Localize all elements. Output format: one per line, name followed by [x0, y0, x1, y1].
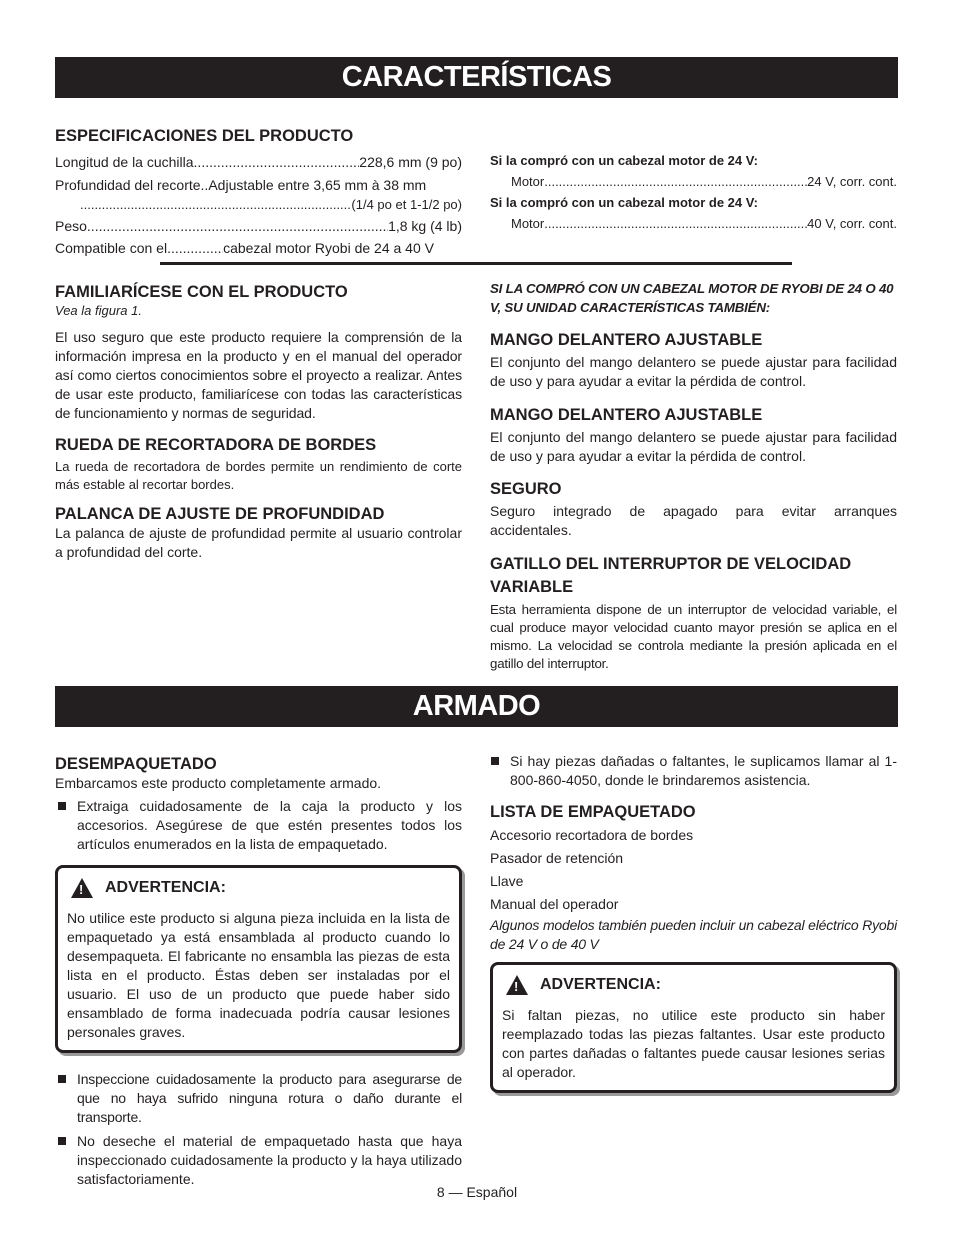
familiarice-text: El uso seguro que este producto requiere la comprensión de la información impresa en la producto y en el manual del operador así como ciertos conocimientos sobre el proyecto a realizar. Antes de usar este producto, familiarícese con todas las características de funcionamiento y normas de seguridad. [55, 329, 462, 421]
armado-right [490, 752, 897, 1093]
desempaquetado-heading: DESEMPAQUETADO [55, 755, 217, 773]
motor-heading-2: Si la compró con un cabezal motor de 24 V: [490, 195, 759, 210]
warning-icon: ! [506, 975, 528, 995]
bullet-inspeccione: Inspeccione cuidadosamente la producto para asegurarse de que no haya sufrido ninguna rotura o daño durante el transporte. [55, 1070, 462, 1127]
spec-peso: Peso ..... 1,8 kg (4 lb) [55, 216, 462, 237]
rueda-heading: RUEDA DE RECORTADORA DE BORDES [55, 436, 377, 454]
lista-item: Pasador de retención [490, 850, 624, 866]
warning-header-2: ! ADVERTENCIA: [502, 975, 885, 995]
spec-compatible: Compatible con el ..... cabezal motor Ryobi de 24 a 40 V [55, 238, 462, 259]
lista-item: Manual del operador [490, 896, 619, 912]
motor-heading-1: Si la compró con un cabezal motor de 24 V: [490, 153, 759, 168]
mango2-text: El conjunto del mango delantero se puede ajustar para facilidad de uso y para ayudar a evitar la pérdida de control. [490, 429, 897, 464]
spec-profundidad-2: ..... (1/4 po et 1-1/2 po) [55, 196, 462, 214]
bullet-square-icon [491, 757, 499, 765]
page-footer: 8 — Español [436, 1184, 518, 1200]
mango1-text: El conjunto del mango delantero se puede ajustar para facilidad de uso y para ayudar a evitar la pérdida de control. [490, 354, 897, 389]
bullet-no-deseche: No deseche el material de empaquetado hasta que haya inspeccionado cuidadosamente la producto y la haya utilizado satisfactoriamente. [55, 1132, 462, 1189]
bullet-piezas: Si hay piezas dañadas o faltantes, le suplicamos llamar al 1-800-860-4050, donde le brindaremos asistencia. [490, 752, 897, 790]
lista-item: Llave [490, 873, 524, 889]
seguro-heading: SEGURO [490, 480, 562, 498]
mango2-heading: MANGO DELANTERO AJUSTABLE [490, 406, 763, 424]
bullet-square-icon [58, 1075, 66, 1083]
warning-text-1: No utilice este producto si alguna pieza incluida en la lista de empaquetado ya está ensamblada al producto cuando lo desempaqueta. El fabricante no ensambla las piezas de esta lista en el producto. Éstas deben ser instaladas por el usuario. El uso de un producto que puede haber sido ensamblado de forma inadecuada podría causar lesiones personales graves. [67, 910, 450, 1040]
palanca-heading: PALANCA DE AJUSTE DE PROFUNDIDAD [55, 505, 385, 523]
specs-heading: ESPECIFICACIONES DEL PRODUCTO [55, 127, 354, 145]
seguro-text: Seguro integrado de apagado para evitar arranques accidentales. [490, 503, 897, 538]
warning-box-2 [490, 962, 897, 1093]
gatillo-heading: GATILLO DEL INTERRUPTOR DE VELOCIDAD VARIABLE [490, 555, 852, 596]
specs-section [55, 126, 462, 259]
motor-specs [490, 150, 897, 234]
features-left [55, 282, 462, 562]
bullet-extraiga: Extraiga cuidadosamente de la caja la producto y los accesorios. Asegúrese de que estén presentes todos los artículos enumerados en la lista de empaquetado. [55, 797, 462, 854]
armado-title: ARMADO [55, 686, 898, 727]
armado-left [55, 754, 462, 1189]
mango1-heading: MANGO DELANTERO AJUSTABLE [490, 331, 763, 349]
spec-longitud: Longitud de la cuchilla ..... 228,6 mm (9 po) [55, 152, 462, 173]
warning-text-2: Si faltan piezas, no utilice este producto sin haber reemplazado todas las piezas faltantes. Usar este producto con partes dañadas o faltantes puede causar lesiones serias al operador. [502, 1007, 885, 1080]
figure-ref: Vea la figura 1. [55, 303, 142, 318]
section-divider [160, 262, 792, 265]
bullet-square-icon [58, 802, 66, 810]
gatillo-text: Esta herramienta dispone de un interruptor de velocidad variable, el cual produce mayor velocidad cuanto mayor presión se aplica en el mismo. La velocidad se controla mediante la presión aplicada en el gatillo del interruptor. [490, 602, 897, 671]
lista-item: Accesorio recortadora de bordes [490, 827, 694, 843]
motor-spec-1: Motor ..... 24 V, corr. cont. [490, 171, 897, 192]
spec-profundidad: Profundidad del recorte.. Adjustable entre 3,65 mm à 38 mm [55, 177, 427, 193]
desempaquetado-text: Embarcamos este producto completamente armado. [55, 775, 382, 791]
warning-icon: ! [71, 878, 93, 898]
palanca-text: La palanca de ajuste de profundidad permite al usuario controlar a profundidad del corte. [55, 525, 462, 560]
bullet-square-icon [58, 1137, 66, 1145]
warning-header-1: ! ADVERTENCIA: [67, 878, 450, 898]
rueda-text: La rueda de recortadora de bordes permite un rendimiento de corte más estable al recortar bordes. [55, 459, 462, 492]
lista-note: Algunos modelos también pueden incluir un cabezal eléctrico Ryobi de 24 V o de 40 V [490, 917, 897, 952]
features-right [490, 279, 897, 673]
motor-spec-2: Motor ..... 40 V, corr. cont. [490, 213, 897, 234]
intro-right: SI LA COMPRÓ CON UN CABEZAL MOTOR DE RYOBI DE 24 O 40 V, SU UNIDAD CARACTERÍSTICAS TAMBIÉN: [490, 281, 894, 315]
warning-box-1 [55, 865, 462, 1053]
familiarice-heading: FAMILIARÍCESE CON EL PRODUCTO [55, 283, 348, 301]
caracteristicas-title: CARACTERÍSTICAS [55, 57, 898, 98]
lista-heading: LISTA DE EMPAQUETADO [490, 803, 696, 821]
